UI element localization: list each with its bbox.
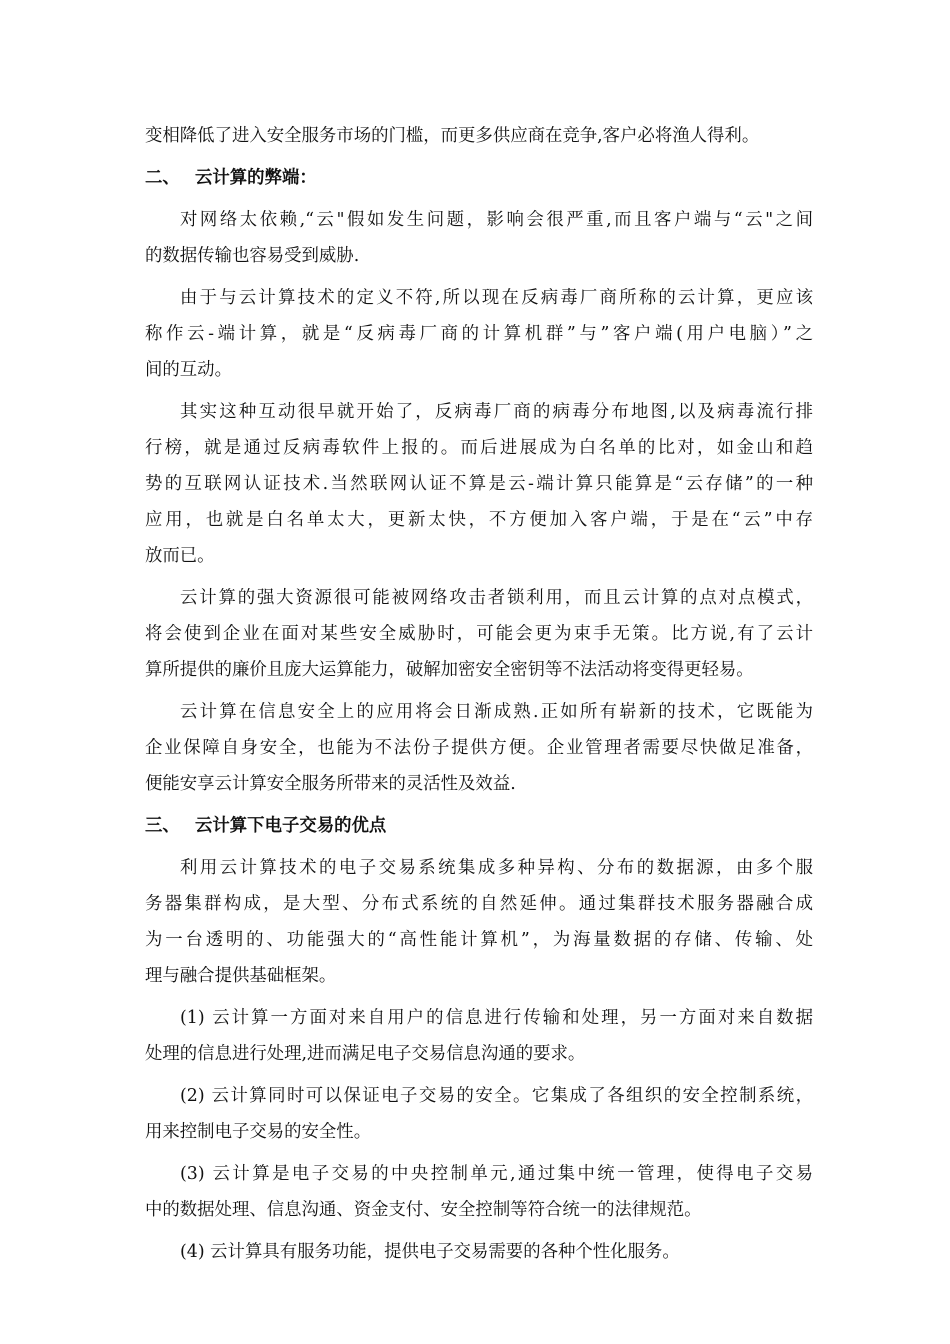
text-line: 处理的信息进行处理,进而满足电子交易信息沟通的要求。 — [145, 1044, 586, 1064]
section-heading — [145, 160, 813, 196]
text-line: 为一台透明的、功能强大的“高性能计算机”，为海量数据的存储、传输、处 — [145, 930, 813, 950]
text-line: 云计算的强大资源很可能被网络攻击者锁利用，而且云计算的点对点模式， — [180, 588, 813, 608]
text-line: 的数据传输也容易受到威胁. — [145, 246, 360, 266]
text-line: (1) 云计算一方面对来自用户的信息进行传输和处理，另一方面对来自数据 — [180, 1008, 813, 1028]
paragraph — [145, 280, 813, 388]
paragraph — [145, 202, 813, 274]
text-line: 变相降低了进入安全服务市场的门槛，而更多供应商在竞争,客户必将渔人得利。 — [145, 126, 760, 146]
document-body — [145, 118, 813, 1276]
paragraph — [145, 580, 813, 688]
paragraph — [145, 394, 813, 574]
section-heading — [145, 808, 813, 844]
text-line: 务器集群构成，是大型、分布式系统的自然延伸。通过集群技术服务器融合成 — [145, 894, 813, 914]
text-line: (4) 云计算具有服务功能，提供电子交易需要的各种个性化服务。 — [180, 1242, 680, 1262]
text-line: 放而已。 — [145, 546, 215, 566]
section-title: 云计算的弊端： — [195, 168, 317, 188]
text-line: 势的互联网认证技术.当然联网认证不算是云-端计算只能算是“云存储”的一种 — [145, 474, 813, 494]
text-line: 将会使到企业在面对某些安全威胁时，可能会更为束手无策。比方说,有了云计 — [145, 624, 813, 644]
paragraph — [145, 694, 813, 802]
text-line: 企业保障自身安全，也能为不法份子提供方便。企业管理者需要尽快做足准备， — [145, 738, 813, 758]
text-line: 行榜，就是通过反病毒软件上报的。而后进展成为白名单的比对，如金山和趋 — [145, 438, 813, 458]
text-line: 用来控制电子交易的安全性。 — [145, 1122, 372, 1142]
text-line: 由于与云计算技术的定义不符,所以现在反病毒厂商所称的云计算，更应该 — [180, 288, 813, 308]
paragraph — [145, 850, 813, 994]
text-line: 利用云计算技术的电子交易系统集成多种异构、分布的数据源，由多个服 — [180, 858, 813, 878]
section-number: 三、 — [145, 816, 180, 836]
spacer — [145, 1270, 813, 1276]
text-line: (3) 云计算是电子交易的中央控制单元,通过集中统一管理，使得电子交易 — [180, 1164, 813, 1184]
text-line: 其实这种互动很早就开始了，反病毒厂商的病毒分布地图,以及病毒流行排 — [180, 402, 813, 422]
paragraph — [145, 1234, 813, 1270]
text-line: 便能安享云计算安全服务所带来的灵活性及效益. — [145, 774, 516, 794]
section-title: 云计算下电子交易的优点 — [195, 816, 387, 836]
paragraph — [145, 1000, 813, 1072]
section-number: 二、 — [145, 168, 180, 188]
text-line: 对网络太依赖,“云"假如发生问题，影响会很严重,而且客户端与“云"之间 — [180, 210, 813, 230]
text-line: 应用，也就是白名单太大，更新太快，不方便加入客户端，于是在“云”中存 — [145, 510, 813, 530]
paragraph — [145, 118, 813, 154]
text-line: 理与融合提供基础框架。 — [145, 966, 337, 986]
text-line: 称作云-端计算，就是“反病毒厂商的计算机群”与”客户端(用户电脑）”之 — [145, 324, 813, 344]
paragraph — [145, 1078, 813, 1150]
text-line: 云计算在信息安全上的应用将会日渐成熟.正如所有崭新的技术，它既能为 — [180, 702, 813, 722]
paragraph — [145, 1156, 813, 1228]
text-line: (2) 云计算同时可以保证电子交易的安全。它集成了各组织的安全控制系统， — [180, 1086, 813, 1106]
text-line: 中的数据处理、信息沟通、资金支付、安全控制等符合统一的法律规范。 — [145, 1200, 702, 1220]
text-line: 间的互动。 — [145, 360, 232, 380]
text-line: 算所提供的廉价且庞大运算能力，破解加密安全密钥等不法活动将变得更轻易。 — [145, 660, 754, 680]
